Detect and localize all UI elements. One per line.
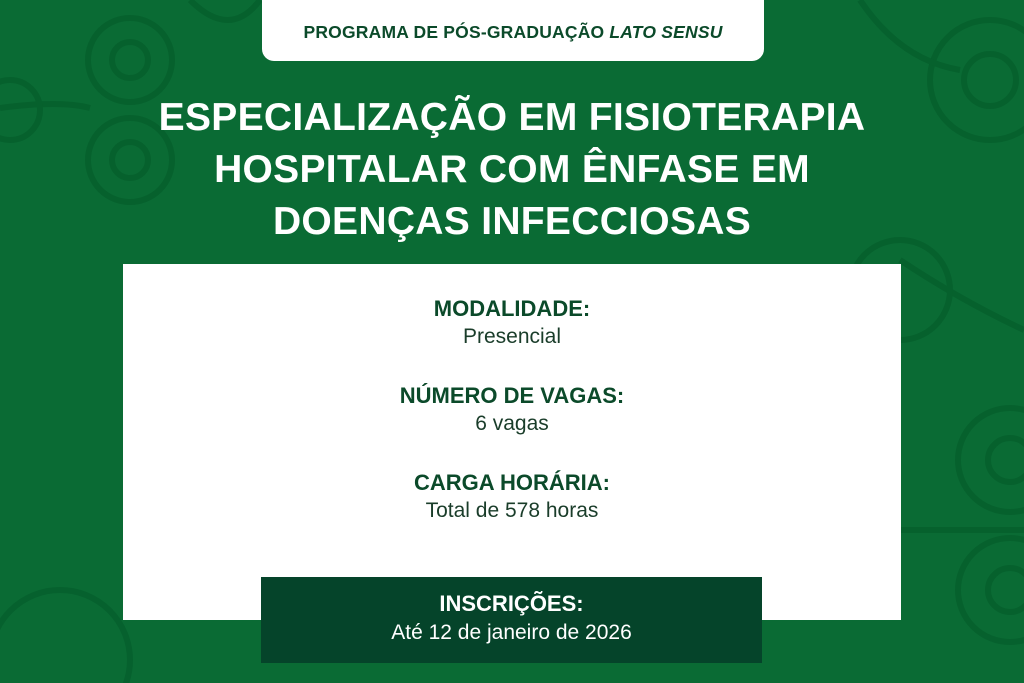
- detail-carga-horaria: [123, 469, 901, 525]
- detail-label: MODALIDADE:: [433, 296, 591, 321]
- registration-label: INSCRIÇÕES:: [439, 591, 584, 616]
- program-label-italic: LATO SENSU: [609, 22, 723, 42]
- program-tab: [262, 0, 764, 61]
- detail-label: NÚMERO DE VAGAS:: [399, 383, 625, 408]
- course-title-line: DOENÇAS INFECCIOSAS: [272, 200, 752, 243]
- registration-box: [261, 577, 762, 663]
- course-title-line: HOSPITALAR COM ÊNFASE EM: [214, 148, 810, 191]
- program-label: PROGRAMA DE PÓS-GRADUAÇÃO: [303, 22, 605, 42]
- detail-label: CARGA HORÁRIA:: [414, 470, 610, 495]
- detail-value: 6 vagas: [475, 412, 549, 435]
- details-card: [123, 264, 901, 620]
- registration-date: Até 12 de janeiro de 2026: [391, 621, 632, 644]
- detail-value: Total de 578 horas: [425, 499, 599, 522]
- detail-value: Presencial: [462, 325, 562, 348]
- course-title-line: ESPECIALIZAÇÃO EM FISIOTERAPIA: [158, 96, 866, 139]
- detail-modalidade: [123, 295, 901, 351]
- course-title: [0, 92, 1024, 248]
- detail-vagas: [123, 382, 901, 438]
